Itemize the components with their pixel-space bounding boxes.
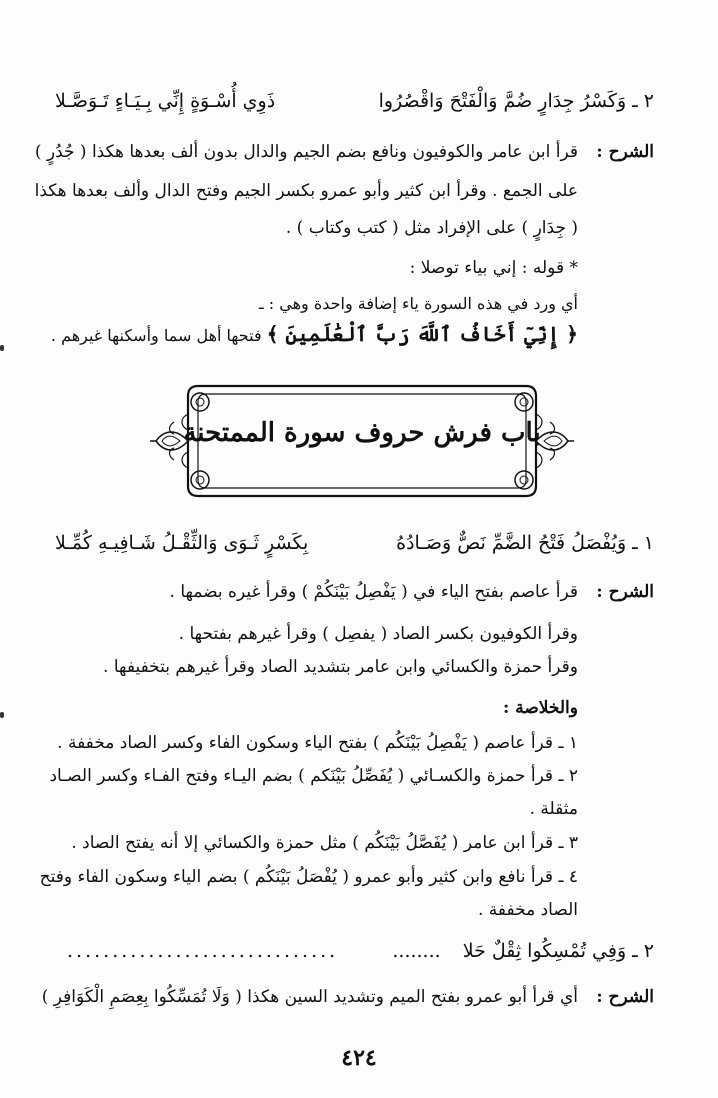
note-line-1: * قوله : إني بياء توصلا : — [409, 258, 578, 278]
sharh-2-line-2: وقرأ الكوفيون بكسر الصاد ( يفصِل ) وقرأ غيرهم بفتحها . — [178, 624, 578, 644]
summary-item-3: ٣ ـ قرأ ابن عامر ( يُفَصَّلُ بَيْنَكُم ) مثل حمزة والكسائي إلا أنه يفتح الصاد . — [71, 833, 578, 853]
chapter-title: باب فرش حروف سورة الممتحنة — [183, 418, 541, 448]
verse-hemistich-right: ٢ ـ وَكَسْرُ جِدَارٍ ضُمَّ وَالْفَتْحَ وَاقْصُرُوا — [378, 90, 654, 112]
quran-verse: ﴿ إِنِّيٓ أَخَافُ ٱللَّهَ رَبَّ ٱلْعَٰلَمِينَ ﴾ — [266, 322, 578, 346]
summary-item-1: ١ ـ قرأ عاصم ( يَفْصِلُ بَيْنَكُم ) بفتح الياء وسكون الفاء وكسر الصاد مخففة . — [57, 733, 578, 753]
summary-item-2: ٢ ـ قرأ حمزة والكسـائي ( يُفَصِّلُ بَيْنَكم ) بضم اليـاء وفتح الفـاء وكسر الصـاد — [49, 766, 578, 786]
summary-heading: والخلاصة : — [503, 698, 578, 718]
sharh-label: الشرح : — [596, 987, 654, 1007]
sharh-1-line-3: ( جِدَارٍ ) على الإفراد مثل ( كتب وكتاب ) . — [285, 218, 578, 238]
verse-line-2 — [55, 532, 654, 566]
verse-dots-left: .............................. — [67, 940, 339, 962]
verse-hemistich-right: ١ ـ وَيُفْصَلُ فَتْحُ الضَّمِّ نَصٌّ وَصَـادُهُ — [396, 532, 654, 554]
verse-line-1 — [55, 90, 654, 124]
note-rest: فتحها أهل سما وأسكنها غيرهم . — [50, 326, 262, 345]
verse-hemistich-right — [392, 940, 654, 962]
sharh-1-line-2: على الجمع . وقرأ ابن كثير وأبو عمرو بكسر الجيم وفتح الدال وألف بعدها هكذا — [34, 181, 578, 201]
verse-dots: ........ — [392, 940, 441, 962]
page-number: ٤٢٤ — [341, 1045, 377, 1071]
verse-hemistich-left: بِكَسْرٍ ثَـوَى وَالثِّقْـلُ شَـافِيـهِ كُمِّـلا — [55, 532, 309, 554]
scan-mark — [0, 345, 4, 351]
sharh-2-line-3: وقرأ حمزة والكسائي وابن عامر بتشديد الصاد وقرأ غيرهم بتخفيفها . — [103, 657, 578, 677]
summary-item-2-cont: مثقلة . — [529, 799, 578, 819]
sharh-2-line-1: قرأ عاصم بفتح الياء في ( يَفْصِلُ بَيْنَكُمْ ) وقرأ غيره بضمها . — [169, 582, 578, 602]
verse-line-3 — [55, 940, 654, 974]
sharh-label: الشرح : — [596, 582, 654, 602]
sharh-3-line-1: أي قرأ أبو عمرو بفتح الميم وتشديد السين هكذا ( وَلَا تُمَسِّكُوا بِعِصَمِ الْكَوَافِرِ ) — [41, 987, 578, 1007]
chapter-title-frame — [150, 378, 574, 504]
scan-mark — [0, 712, 4, 718]
summary-item-4-cont: الصاد مخففة . — [478, 900, 578, 920]
note-line-3 — [50, 322, 578, 346]
note-line-2: أي ورد في هذه السورة ياء إضافة واحدة وهي : ـ — [259, 294, 578, 313]
sharh-label: الشرح : — [596, 142, 654, 162]
summary-item-4: ٤ ـ قرأ نافع وابن كثير وأبو عمرو ( يُفْصَلُ بَيْنَكُم ) بضم الياء وسكون الفاء وفتح — [39, 867, 578, 887]
verse-text: ٢ ـ وَفِي تُمْسِكُوا ثِقْلٌ حَلا — [462, 940, 654, 962]
verse-hemistich-left: ذَوِي أُسْـوَةٍ إِنِّي بِـيَـاءٍ تَـوَصَّـلا — [55, 90, 276, 112]
sharh-1-line-1: قرأ ابن عامر والكوفيون ونافع بضم الجيم والدال بدون ألف بعدها هكذا ( جُدُرٍ ) — [34, 142, 578, 162]
